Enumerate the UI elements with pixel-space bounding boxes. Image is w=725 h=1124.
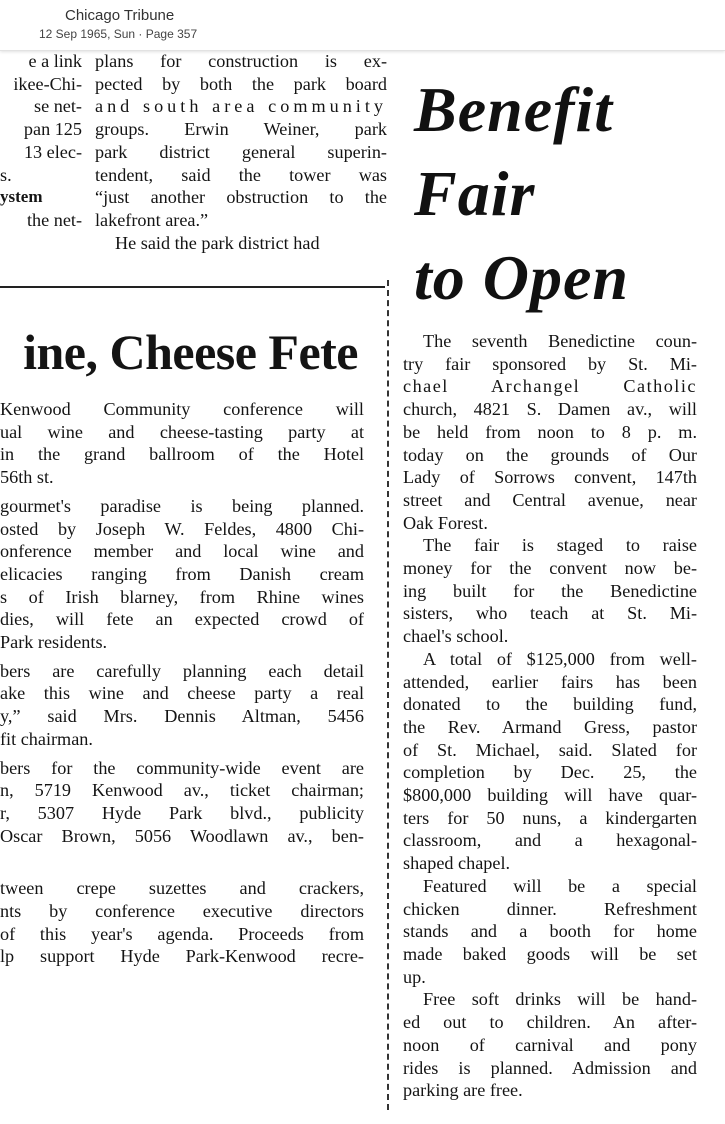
publication-name: Chicago Tribune — [65, 7, 175, 24]
article-line: classroom, and a hexagonal- — [403, 830, 697, 851]
article-line: He said the park district had — [115, 232, 320, 253]
article-line: ake this wine and cheese party a real — [0, 683, 364, 704]
fragment-line: 13 elec- — [23, 141, 82, 162]
article-line: ing built for the Benedictine — [403, 580, 697, 601]
article-line: street and Central avenue, near — [403, 489, 697, 510]
article-line: lakefront area.” — [95, 209, 209, 230]
benefit-fair-article — [403, 330, 699, 1115]
article-line: chael Archangel Catholic — [403, 376, 697, 397]
fragment-line: ikee-Chi- — [13, 73, 82, 94]
article-line: lp support Hyde Park-Kenwood recre- — [0, 946, 364, 967]
article-line: of St. Michael, said. Slated for — [403, 739, 697, 760]
fragment-line: pan 125 — [23, 119, 82, 140]
article-line: noon of carnival and pony — [403, 1034, 697, 1055]
article-line: shaped chapel. — [403, 853, 511, 874]
article-line: elicacies ranging from Danish cream — [0, 563, 364, 584]
article-line: Park residents. — [0, 632, 108, 653]
article-line: Kenwood Community conference will — [0, 399, 364, 419]
fragment-subhead: ystem — [0, 187, 43, 207]
article-line: donated to the building fund, — [403, 694, 697, 715]
article-line: dies, will fete an expected crowd of — [0, 609, 364, 630]
column-rule — [387, 280, 389, 1110]
article-line: the Rev. Armand Gress, pastor — [403, 716, 697, 737]
article-line: today on the grounds of Our — [403, 444, 697, 465]
fragment-line: s. — [0, 164, 12, 185]
article-line: and south area community — [95, 96, 387, 117]
wine-cheese-headline-area — [0, 320, 380, 390]
article-line: rides is planned. Admission and — [403, 1057, 697, 1078]
article-line: be held from noon to 8 p. m. — [403, 421, 697, 442]
article-line: $800,000 building will have quar- — [403, 785, 697, 806]
article-line: Oak Forest. — [403, 512, 488, 533]
fragment-line: e a link — [28, 51, 82, 71]
article-line: The seventh Benedictine coun- — [423, 331, 697, 351]
article-line: chicken dinner. Refreshment — [403, 898, 697, 919]
article-line: n, 5719 Kenwood av., ticket chairman; — [0, 780, 364, 801]
section-divider — [0, 286, 385, 288]
article-line: ual wine and cheese-tasting party at — [0, 421, 364, 442]
article-line: r, 5307 Hyde Park blvd., publicity — [0, 802, 364, 823]
article-line: 56th st. — [0, 467, 54, 488]
article-line: Free soft drinks will be hand- — [423, 989, 697, 1010]
article-line: try fair sponsored by St. Mi- — [403, 353, 697, 374]
article-line: made baked goods will be set — [403, 943, 697, 964]
article-line: The fair is staged to raise — [423, 535, 697, 556]
article-line: bers for the community-wide event are — [0, 757, 364, 778]
article-line: church, 4821 S. Damen av., will — [403, 399, 697, 420]
article-line: park district general superin- — [95, 141, 387, 162]
headline-line: to Open — [414, 242, 629, 313]
article-line: bers are carefully planning each detail — [0, 660, 364, 681]
article-line: “just another obstruction to the — [95, 187, 387, 208]
article-line: pected by both the park board — [95, 73, 387, 94]
article-line: parking are free. — [403, 1080, 523, 1101]
wine-cheese-article — [0, 398, 366, 1048]
headline-line: Fair — [414, 158, 536, 229]
fragment-line: se net- — [34, 96, 82, 117]
article-line: completion by Dec. 25, the — [403, 762, 697, 783]
article-line: onference member and local wine and — [0, 541, 364, 562]
article-line: nts by conference executive directors — [0, 901, 364, 922]
article-line: chael's school. — [403, 626, 509, 647]
article-line: osted by Joseph W. Feldes, 4800 Chi- — [0, 518, 364, 539]
tower-article-column — [95, 48, 390, 258]
article-line: Oscar Brown, 5056 Woodlawn av., ben- — [0, 825, 364, 846]
article-line: plans for construction is ex- — [95, 51, 387, 71]
article-line: y,” said Mrs. Dennis Altman, 5456 — [0, 706, 364, 727]
article-line: in the grand ballroom of the Hotel — [0, 444, 364, 465]
fragment-line: the net- — [26, 209, 82, 230]
article-line: tendent, said the tower was — [95, 164, 387, 185]
clipping-header — [0, 0, 725, 51]
article-line: fit chairman. — [0, 728, 93, 749]
article-line: Lady of Sorrows convent, 147th — [403, 467, 697, 488]
benefit-fair-headline — [414, 68, 714, 320]
article-line: attended, earlier fairs has been — [403, 671, 697, 692]
wine-cheese-headline: ine, Cheese Fete — [23, 324, 358, 380]
article-line: up. — [403, 966, 426, 987]
left-fragment-column — [0, 50, 82, 260]
article-line: of this year's agenda. Proceeds from — [0, 923, 364, 944]
article-line: ed out to children. An after- — [403, 1012, 697, 1033]
headline-line: Benefit — [414, 74, 613, 145]
article-line: ters for 50 nuns, a kindergarten — [403, 807, 697, 828]
article-line: tween crepe suzettes and crackers, — [0, 878, 364, 899]
article-line: stands and a booth for home — [403, 921, 697, 942]
article-line: Featured will be a special — [423, 875, 697, 896]
article-line: s of Irish blarney, from Rhine wines — [0, 586, 364, 607]
publication-date-page: 12 Sep 1965, Sun · Page 357 — [39, 27, 198, 41]
article-line: money for the convent now be- — [403, 558, 697, 579]
article-line: A total of $125,000 from well- — [423, 648, 697, 669]
article-line: sisters, who teach at St. Mi- — [403, 603, 697, 624]
article-line: groups. Erwin Weiner, park — [95, 119, 387, 140]
article-line: gourmet's paradise is being planned. — [0, 495, 364, 516]
